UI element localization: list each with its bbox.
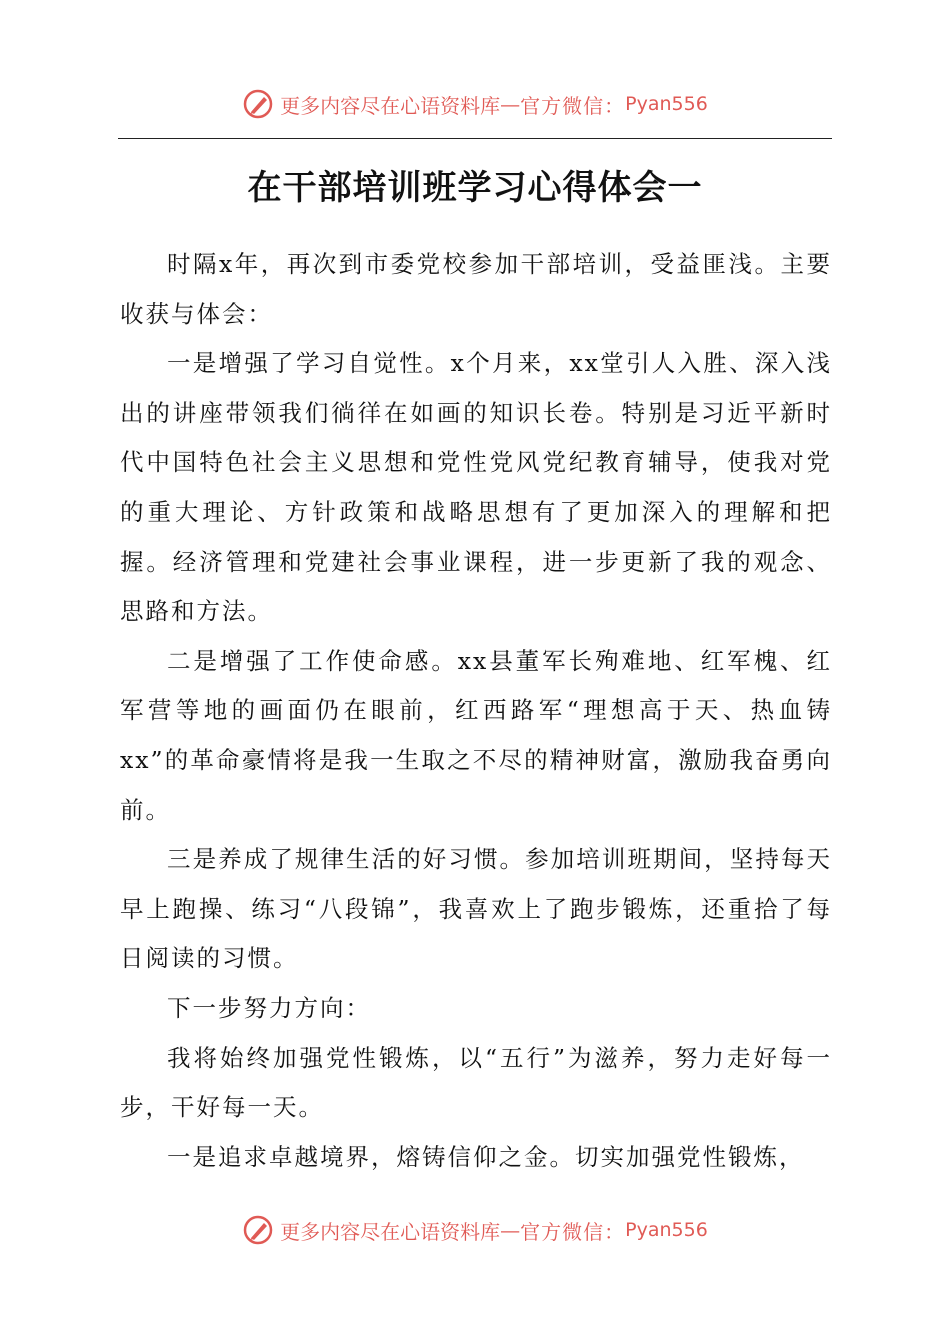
document-body <box>120 240 832 1182</box>
paragraph: 下一步努力方向： <box>167 993 371 1022</box>
footer-watermark <box>0 1210 950 1250</box>
header-watermark <box>0 84 950 124</box>
watermark-separator: — <box>500 92 521 116</box>
paragraph: 一是追求卓越境界，熔铸信仰之金。切实加强党性锻炼， <box>167 1142 805 1171</box>
watermark-tail: 官方微信： <box>520 1219 626 1244</box>
paragraph: 三是养成了规律生活的好习惯。参加培训班期间，坚持每天早上跑操、练习“八段锦”，我喜欢上了跑步锻炼，还重拾了每日阅读的习惯。 <box>120 845 832 973</box>
watermark-tail: 官方微信： <box>520 93 626 118</box>
pen-logo-icon <box>242 88 274 120</box>
watermark-separator: — <box>500 1218 521 1242</box>
paragraph: 二是增强了工作使命感。xx县董军长殉难地、红军槐、红军营等地的画面仍在眼前，红西路军“理想高于天、热血铸xx”的革命豪情将是我一生取之不尽的精神财富，激励我奋勇向前。 <box>120 646 832 824</box>
paragraph: 我将始终加强党性锻炼，以“五行”为滋养，努力走好每一步，干好每一天。 <box>120 1043 832 1122</box>
pen-logo-icon <box>242 1214 274 1246</box>
paragraph: 时隔x年，再次到市委党校参加干部培训，受益匪浅。主要收获与体会： <box>120 250 832 328</box>
document-title: 在干部培训班学习心得体会一 <box>247 168 703 208</box>
watermark-id: Pyan556 <box>625 93 708 115</box>
paragraph: 一是增强了学习自觉性。x个月来，xx堂引人入胜、深入浅出的讲座带领我们徜徉在如画的知识长卷。特别是习近平新时代中国特色社会主义思想和党性党风党纪教育辅导，使我对党的重大理论、方针政策和战略思想有了更加深入的理解和把握。经济管理和党建社会事业课程，进一步更新了我的观念、思路和方法。 <box>120 349 832 626</box>
watermark-text: 更多内容尽在心语资料库 <box>280 1219 501 1244</box>
watermark-text: 更多内容尽在心语资料库 <box>280 93 501 118</box>
watermark-id: Pyan556 <box>625 1219 708 1241</box>
header-rule <box>118 138 832 139</box>
